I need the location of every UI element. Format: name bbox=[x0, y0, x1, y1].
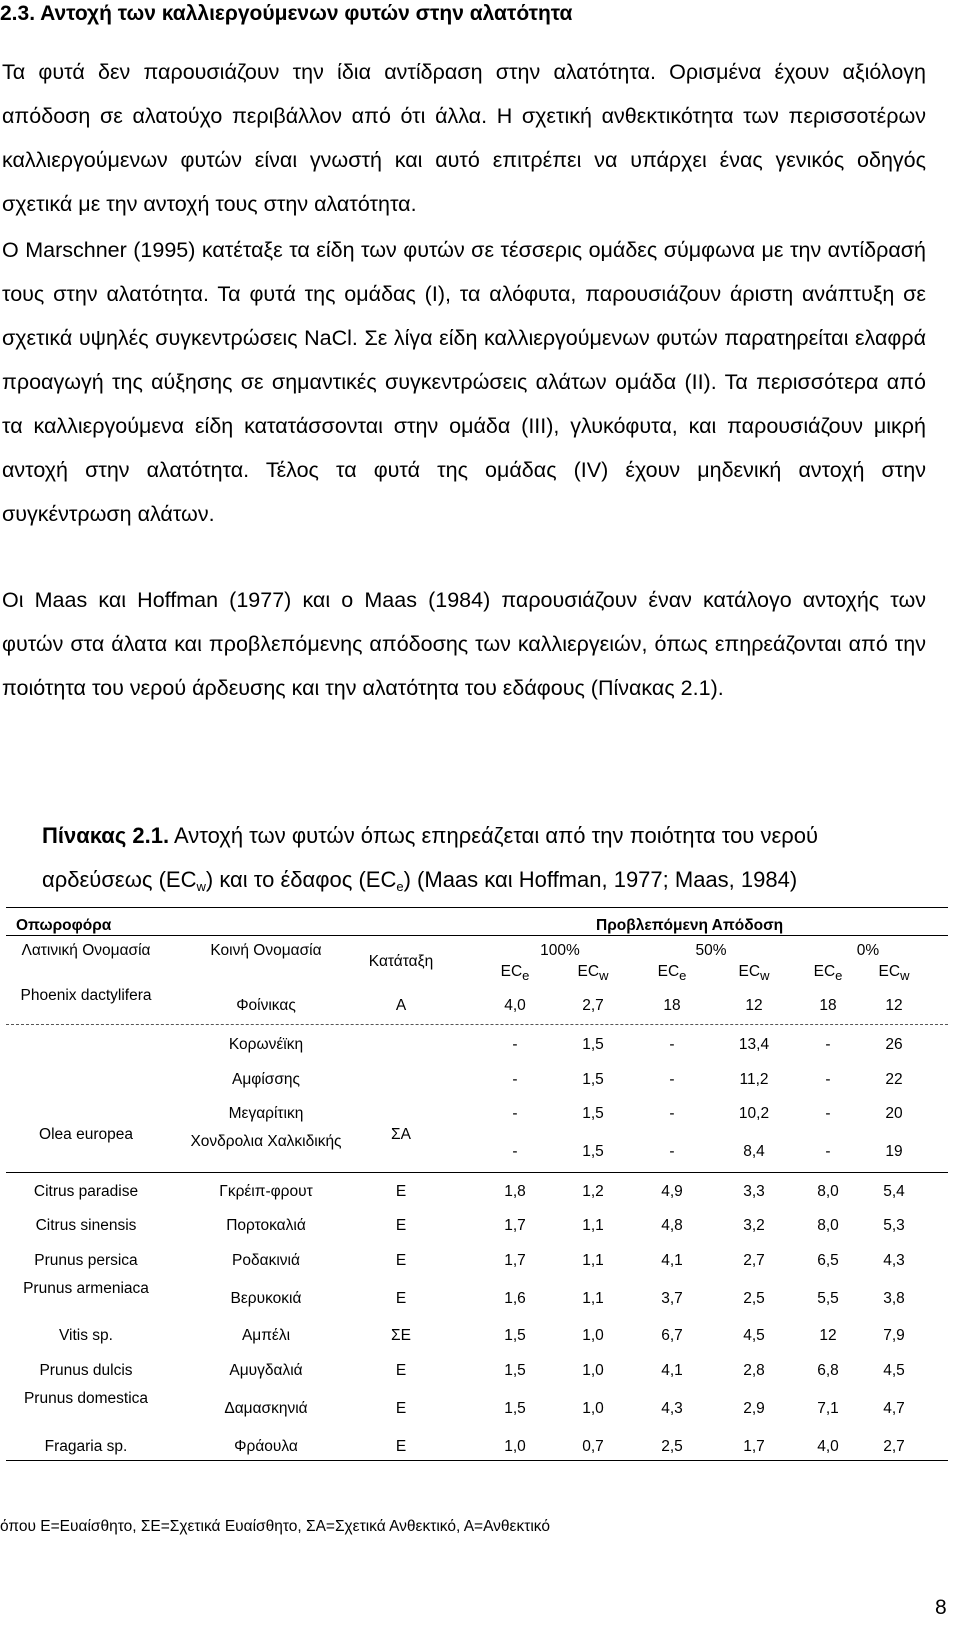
common-name: Ροδακινιά bbox=[232, 1252, 300, 1269]
common-name: Φοίνικας bbox=[236, 997, 296, 1014]
value-cell: 2,7 bbox=[883, 1438, 905, 1455]
value-cell: 7,1 bbox=[817, 1400, 839, 1417]
value-cell: 18 bbox=[663, 997, 681, 1014]
value-cell: 2,5 bbox=[743, 1290, 765, 1307]
page-number: 8 bbox=[935, 1596, 947, 1619]
common-name: Φράουλα bbox=[234, 1438, 298, 1455]
value-cell: 1,5 bbox=[504, 1400, 526, 1417]
value-cell: 1,8 bbox=[504, 1183, 526, 1200]
value-cell: 5,5 bbox=[817, 1290, 839, 1307]
value-cell: 1,1 bbox=[582, 1252, 604, 1269]
ec-sub: w bbox=[760, 968, 770, 983]
ec-w-header bbox=[721, 962, 787, 982]
latin-name: Prunus persica bbox=[34, 1252, 138, 1269]
value-cell: 4,9 bbox=[661, 1183, 683, 1200]
classification: Ε bbox=[395, 1400, 407, 1417]
value-cell: 6,8 bbox=[817, 1362, 839, 1379]
row-divider bbox=[6, 1172, 948, 1173]
olea-class: ΣΑ bbox=[391, 1126, 411, 1143]
table-bottom-rule bbox=[6, 1460, 948, 1461]
common-name: Δαμασκηνιά bbox=[224, 1400, 308, 1417]
caption-sub-e: e bbox=[396, 879, 404, 894]
ec-sub: w bbox=[599, 968, 609, 983]
value-cell: 7,9 bbox=[883, 1327, 905, 1344]
value-cell: 6,7 bbox=[661, 1327, 683, 1344]
value-cell: 10,2 bbox=[738, 1105, 770, 1122]
value-cell: 1,5 bbox=[582, 1105, 604, 1122]
value-cell: 4,0 bbox=[817, 1438, 839, 1455]
value-cell: 4,1 bbox=[661, 1362, 683, 1379]
value-cell: - bbox=[825, 1036, 831, 1053]
caption-sub-w: w bbox=[196, 879, 206, 894]
value-cell: 1,6 bbox=[504, 1290, 526, 1307]
common-name: Πορτοκαλιά bbox=[226, 1217, 306, 1234]
latin-name: Fragaria sp. bbox=[44, 1438, 128, 1455]
row-divider bbox=[6, 1024, 948, 1025]
value-cell: 3,3 bbox=[743, 1183, 765, 1200]
common-name: Κορωνέϊκη bbox=[228, 1036, 304, 1053]
value-cell: 2,5 bbox=[661, 1438, 683, 1455]
table-caption-text-1: Αντοχή των φυτών όπως επηρεάζεται από την ποιότητα του νερού bbox=[169, 823, 819, 848]
common-name: Γκρέιπ-φρουτ bbox=[219, 1183, 313, 1200]
value-cell: - bbox=[825, 1071, 831, 1088]
paragraph-1: Τα φυτά δεν παρουσιάζουν την ίδια αντίδραση στην αλατότητα. Ορισμένα έχουν αξιόλογη απόδοση σε αλατούχο περιβάλλον από ότι άλλα. Η σχετική ανθεκτικότητα των περισσοτέρων καλλιεργούμενων φυτών είναι γνωστή και αυτό επιτρέπει να υπάρχει ένας γενικός οδηγός σχετικά με την αντοχή τους στην αλατότητα. bbox=[2, 60, 926, 216]
caption-part-a: αρδεύσεως (EC bbox=[42, 867, 197, 892]
value-cell: 8,0 bbox=[817, 1217, 839, 1234]
value-cell: 18 bbox=[819, 997, 837, 1014]
value-cell: 1,5 bbox=[582, 1036, 604, 1053]
value-cell: 1,5 bbox=[582, 1143, 604, 1160]
classification: Ε bbox=[395, 1252, 407, 1269]
value-cell: 4,0 bbox=[504, 997, 526, 1014]
value-cell: 1,5 bbox=[582, 1071, 604, 1088]
value-cell: 4,3 bbox=[661, 1400, 683, 1417]
value-cell: 4,1 bbox=[661, 1252, 683, 1269]
value-cell: 20 bbox=[885, 1105, 903, 1122]
value-cell: - bbox=[825, 1143, 831, 1160]
value-cell: 1,2 bbox=[582, 1183, 604, 1200]
value-cell: 12 bbox=[819, 1327, 837, 1344]
ec-sub: e bbox=[522, 968, 530, 983]
value-cell: 6,5 bbox=[817, 1252, 839, 1269]
yield-label: Προβλεπόμενη Απόδοση bbox=[596, 917, 784, 934]
table-top-rule bbox=[6, 907, 948, 908]
latin-name: Citrus sinensis bbox=[35, 1217, 137, 1234]
ec-text: EC bbox=[657, 963, 680, 980]
value-cell: - bbox=[512, 1036, 518, 1053]
ec-text: EC bbox=[738, 963, 761, 980]
classification: Ε bbox=[395, 1438, 407, 1455]
classification: Ε bbox=[395, 1183, 407, 1200]
value-cell: 1,1 bbox=[582, 1290, 604, 1307]
ec-text: EC bbox=[500, 963, 523, 980]
common-name: Αμυγδαλιά bbox=[229, 1362, 303, 1379]
ec-e-header bbox=[798, 962, 858, 982]
value-cell: 2,7 bbox=[582, 997, 604, 1014]
ec-text: EC bbox=[878, 963, 901, 980]
value-cell: 8,0 bbox=[817, 1183, 839, 1200]
value-cell: 12 bbox=[885, 997, 903, 1014]
value-cell: 4,5 bbox=[883, 1362, 905, 1379]
value-cell: 3,2 bbox=[743, 1217, 765, 1234]
olea-latin: Olea europea bbox=[39, 1126, 133, 1143]
value-cell: 1,1 bbox=[582, 1217, 604, 1234]
value-cell: 1,7 bbox=[504, 1252, 526, 1269]
common-name: Χονδρολια Χαλκιδικής bbox=[190, 1133, 342, 1150]
value-cell: 1,0 bbox=[504, 1438, 526, 1455]
table-caption-line-1 bbox=[42, 814, 922, 858]
value-cell: 1,5 bbox=[504, 1362, 526, 1379]
value-cell: 1,0 bbox=[582, 1327, 604, 1344]
ec-text: EC bbox=[813, 963, 836, 980]
latin-name: Prunus domestica bbox=[23, 1390, 149, 1407]
ec-w-header bbox=[864, 962, 924, 982]
value-cell: 1,7 bbox=[504, 1217, 526, 1234]
value-cell: 5,3 bbox=[883, 1217, 905, 1234]
ec-sub: w bbox=[900, 968, 910, 983]
common-name: Αμπέλι bbox=[241, 1327, 291, 1344]
value-cell: - bbox=[669, 1143, 675, 1160]
value-cell: 4,5 bbox=[743, 1327, 765, 1344]
common-name: Αμφίσσης bbox=[232, 1071, 300, 1088]
classification: Ε bbox=[395, 1362, 407, 1379]
value-cell: 4,7 bbox=[883, 1400, 905, 1417]
pct-100: 100% bbox=[540, 942, 580, 959]
value-cell: 1,0 bbox=[582, 1400, 604, 1417]
value-cell: 5,4 bbox=[883, 1183, 905, 1200]
value-cell: - bbox=[512, 1105, 518, 1122]
ec-e-header bbox=[647, 962, 697, 982]
value-cell: 26 bbox=[885, 1036, 903, 1053]
value-cell: 2,7 bbox=[743, 1252, 765, 1269]
value-cell: 3,8 bbox=[883, 1290, 905, 1307]
table-footnote: όπου Ε=Ευαίσθητο, ΣΕ=Σχετικά Ευαίσθητο, ΣΑ=Σχετικά Ανθεκτικό, Α=Ανθεκτικό bbox=[0, 1518, 550, 1535]
table-caption-line-2 bbox=[42, 858, 922, 902]
value-cell: 11,2 bbox=[739, 1071, 769, 1088]
value-cell: 4,3 bbox=[883, 1252, 905, 1269]
caption-part-b: ) και το έδαφος (EC bbox=[205, 867, 397, 892]
value-cell: 0,7 bbox=[582, 1438, 604, 1455]
value-cell: 1,0 bbox=[582, 1362, 604, 1379]
classification: ΣΕ bbox=[391, 1327, 411, 1344]
value-cell: - bbox=[512, 1071, 518, 1088]
classification: Ε bbox=[395, 1290, 407, 1307]
paragraph-3: Οι Maas και Hoffman (1977) και ο Maas (1984) παρουσιάζουν έναν κατάλογο αντοχής των φυτών στα άλατα και προβλεπόμενης απόδοσης των καλλιεργειών, όπως επηρεάζονται από την ποιότητα του νερού άρδευσης και την αλατότητα του εδάφους (Πίνακας 2.1). bbox=[2, 588, 926, 700]
latin-name: Prunus armeniaca bbox=[23, 1280, 149, 1297]
value-cell: - bbox=[825, 1105, 831, 1122]
latin-name: Phoenix dactylifera bbox=[20, 987, 152, 1004]
ec-e-header bbox=[490, 962, 540, 982]
classification: Α bbox=[395, 997, 407, 1014]
value-cell: 1,7 bbox=[743, 1438, 765, 1455]
ec-text: EC bbox=[577, 963, 600, 980]
common-name: Μεγαρίτικη bbox=[228, 1105, 304, 1122]
ec-sub: e bbox=[835, 968, 843, 983]
value-cell: - bbox=[512, 1143, 518, 1160]
ec-sub: e bbox=[679, 968, 687, 983]
latin-name: Prunus dulcis bbox=[39, 1362, 133, 1379]
value-cell: 3,7 bbox=[661, 1290, 683, 1307]
value-cell: 13,4 bbox=[738, 1036, 770, 1053]
pct-0: 0% bbox=[856, 942, 880, 959]
ec-w-header bbox=[568, 962, 618, 982]
value-cell: - bbox=[669, 1071, 675, 1088]
common-name: Βερυκοκιά bbox=[230, 1290, 302, 1307]
col-common-header: Κοινή Ονομασία bbox=[210, 942, 322, 959]
value-cell: 22 bbox=[885, 1071, 903, 1088]
col-class-header: Κατάταξη bbox=[368, 953, 434, 970]
value-cell: - bbox=[669, 1036, 675, 1053]
col-latin-header: Λατινική Ονομασία bbox=[21, 942, 151, 959]
value-cell: 4,8 bbox=[661, 1217, 683, 1234]
value-cell: 2,9 bbox=[743, 1400, 765, 1417]
value-cell: 1,5 bbox=[504, 1327, 526, 1344]
value-cell: 8,4 bbox=[743, 1143, 765, 1160]
paragraph-2: Ο Marschner (1995) κατέταξε τα είδη των φυτών σε τέσσερις ομάδες σύμφωνα με την αντίδρασή τους στην αλατότητα. Τα φυτά της ομάδας (Ι), τα αλόφυτα, παρουσιάζουν άριστη ανάπτυξη σε σχετικά υψηλές συγκεντρώσεις NaCl. Σε λίγα είδη καλλιεργούμενων φυτών παρατηρείται ελαφρά προαγωγή της αύξησης σε σημαντικές συγκεντρώσεις αλάτων ομάδα (ΙΙ). Τα περισσότερα από τα καλλιεργούμενα είδη κατατάσσονται στην ομάδα (ΙΙΙ), γλυκόφυτα, και παρουσιάζουν μικρή αντοχή στην αλατότητα. Τέλος τα φυτά της ομάδας (IV) έχουν μηδενική αντοχή στην συγκέντρωση αλάτων. bbox=[2, 238, 926, 526]
classification: Ε bbox=[395, 1217, 407, 1234]
pct-50: 50% bbox=[695, 942, 727, 959]
value-cell: 2,8 bbox=[743, 1362, 765, 1379]
latin-name: Citrus paradise bbox=[33, 1183, 139, 1200]
table-caption-label: Πίνακας 2.1. bbox=[42, 823, 170, 848]
value-cell: - bbox=[669, 1105, 675, 1122]
latin-name: Vitis sp. bbox=[59, 1327, 113, 1344]
caption-part-c: ) (Maas και Hoffman, 1977; Maas, 1984) bbox=[403, 867, 798, 892]
section-heading: 2.3. Αντοχή των καλλιεργούμενων φυτών στην αλατότητα bbox=[0, 2, 573, 25]
value-cell: 19 bbox=[885, 1143, 903, 1160]
group-label: Οπωροφόρα bbox=[16, 917, 112, 934]
header-rule bbox=[6, 935, 948, 936]
value-cell: 12 bbox=[745, 997, 763, 1014]
